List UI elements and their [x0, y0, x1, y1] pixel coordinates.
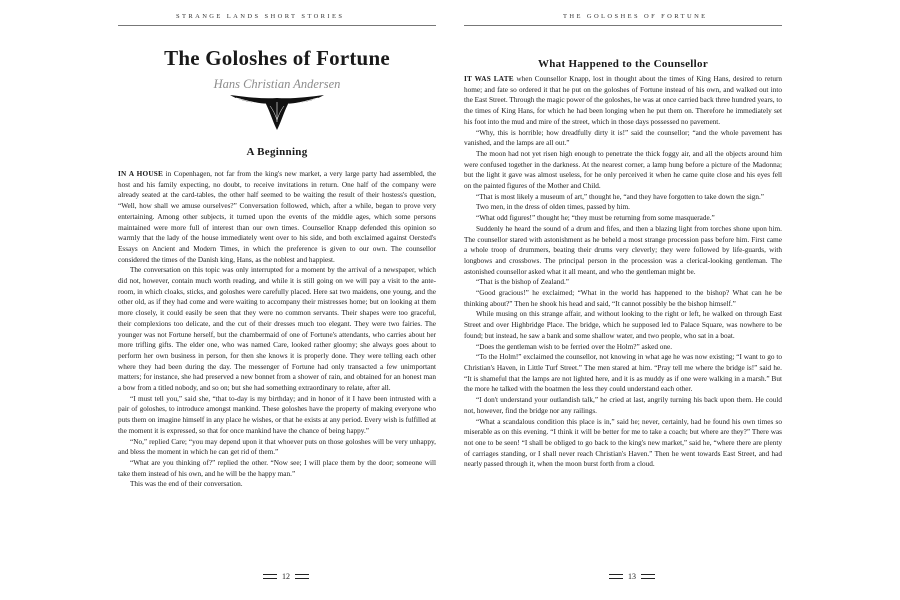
paragraph: “I don't understand your outlandish talk,” he cried at last, angrily turning his back upon them. He could not, however, find the bridge nor any railings.	[464, 396, 782, 415]
paragraph-text: when Counsellor Knapp, lost in thought about the times of King Hans, desired to return home; and fate so ordered it that he put on the goloshes of Fortune instead of his own, and walked out into the East Street. Through the magic power of the goloshes, he was at once carried back three hundred years, to the times of King Hans, for which he had been longing when he put them on. Therefore he immediately set his foot into the mud and mire of the street, which in those days possessed no pavement.	[464, 75, 783, 126]
author-name: Hans Christian Andersen	[213, 77, 341, 91]
lead-in: IN A HOUSE	[118, 170, 164, 178]
paragraph: Two men, in the dress of olden times, passed by him.	[476, 203, 630, 212]
paragraph	[464, 74, 782, 128]
paragraph: “Does the gentleman wish to be ferried over the Holm?” asked one.	[476, 342, 673, 351]
paragraph: “Good gracious!” he exclaimed; “What in the world has happened to the bishop? What can he be thinking about?” Then he shook his head and said, “It cannot possibly be the bishop himself.”	[464, 289, 782, 308]
paragraph: The moon had not yet risen high enough to penetrate the thick foggy air, and all the objects around him were confused together in the darkness. At the nearest corner, a lamp hung before a picture of the Madonna; but the light it gave was almost useless, for he only perceived it when he came quite close and his eyes fell on the painted figures of the Mother and Child.	[464, 149, 782, 191]
ornament-flourish-icon	[226, 92, 328, 132]
paragraph: “That is most likely a museum of art,” thought he, “and they have forgotten to take down the sign.”	[476, 192, 764, 201]
header-rule-right	[464, 25, 782, 26]
running-head-left: STRANGE LANDS SHORT STORIES	[176, 13, 345, 20]
right-body-text	[464, 74, 782, 470]
running-head-right: THE GOLOSHES OF FORTUNE	[563, 13, 708, 20]
section-heading-counsellor: What Happened to the Counsellor	[537, 58, 709, 70]
folio-ornament-icon	[609, 574, 623, 579]
paragraph	[118, 169, 436, 265]
paragraph: This was the end of their conversation.	[130, 480, 243, 489]
paragraph: “That is the bishop of Zealand.”	[476, 278, 570, 287]
paragraph: “What a scandalous condition this place is in,” said he; never, certainly, had he found his own times so miserable as on this evening. “I think it will be better for me to take a coach; but where are they?” There was not one to be seen! “I shall be obliged to go back to the king's new market,” said he, “where there are plenty of carriages standing, or I shall never reach Christian's Haven.” Then he went towards East Street, and had nearly passed through it, when the moon burst forth from a cloud.	[464, 417, 782, 469]
page-number: 13	[628, 572, 636, 581]
section-heading-beginning: A Beginning	[246, 146, 308, 158]
paragraph: “To the Holm!” exclaimed the counsellor, not knowing in what age he was now existing; “I want to go to Christian's Haven, in Little Turf Street.” The men stared at him. “Pray tell me where the bridge is!” said he. “It is shameful that the lamps are not lighted here, and it is as muddy as if one were walking in a marsh.” But the more he talked with the boatmen the less they could understand each other.	[464, 353, 782, 394]
page-number-right	[609, 572, 655, 581]
lead-in: IT WAS LATE	[464, 75, 514, 83]
paragraph: Suddenly he heard the sound of a drum and fifes, and then a blazing light from torches shone upon him. The counsellor stared with astonishment as he beheld a most strange procession pass before him. First came a whole troop of drummers, beating their drums very cleverly; they were followed by life-guards, with longbows and crossbows. The principal person in the procession was a clerical-looking gentleman. The astonished counsellor asked what it all meant, and who the gentleman might be.	[464, 224, 782, 276]
paragraph-text: in Copenhagen, not far from the king's new market, a very large party had assembled, the host and his family expecting, no doubt, to receive invitations in return. One half of the company were already seated at the card-tables, the other half seemed to be waiting the result of their hostess's question, “Well, how shall we amuse ourselves?” Conversation followed, which, after a while, began to prove very entertaining. Among other subjects, it turned upon the events of the middle ages, which some persons maintained were more full of interest than our own times. Counsellor Knapp defended this opinion so warmly that the lady of the house immediately went over to his side, and both exclaimed against Oersted's Essays on Ancient and Modern Times, in which the preference is given to our own. The counsellor considered the times of the Danish king, Hans, as the noblest and happiest.	[118, 170, 437, 264]
story-title: The Goloshes of Fortune	[164, 46, 390, 70]
page-number: 12	[282, 572, 290, 581]
paragraph: “What odd figures!” thought he; “they must be returning from some masquerade.”	[476, 214, 715, 223]
page-number-left	[263, 572, 309, 581]
paragraph: “I must tell you,” said she, “that to-day is my birthday; and in honor of it I have been intrusted with a pair of goloshes, to introduce amongst mankind. These goloshes have the property of making everyone who puts them on imagine himself in any place he wishes, or that he exists at any period. Every wish is fulfilled at the moment it is expressed, so that for once mankind have the chance of being happy.”	[118, 394, 436, 435]
folio-ornament-icon	[641, 574, 655, 579]
paragraph: The conversation on this topic was only interrupted for a moment by the arrival of a newspaper, which did not, however, contain much worth reading, and while it is still going on we will pay a visit to the ante-room, in which cloaks, sticks, and goloshes were carefully placed. Here sat two maidens, one young, and the other old, as if they had come and were waiting to accompany their mistresses home; but on looking at them more closely, it could easily be seen that they were no common servants. Their shapes were too graceful, their complexions too delicate, and the cut of their dresses much too elegant. They were two fairies. The younger was not Fortune herself, but the chambermaid of one of Fortune's attendants, who carries about her more trifling gifts. The elder one, who was named Care, looked rather gloomy; she always goes about to perform her own business in person, for then she knows it is properly done. They were telling each other where they had been during the day. The messenger of Fortune had only transacted a few unimportant matters; for instance, she had preserved a new bonnet from a shower of rain, and obtained for an honest man a bow from a titled nobody, and so on; but she had something extraordinary to relate, after all.	[118, 266, 436, 393]
paragraph: “What are you thinking of?” replied the other. “Now see; I will place them by the door; someone will take them instead of his own, and he will be the happy man.”	[118, 458, 436, 478]
folio-ornament-icon	[295, 574, 309, 579]
paragraph: While musing on this strange affair, and without looking to the right or left, he walked on through East Street and over Highbridge Place. The bridge, which he supposed led to Palace Square, was nowhere to be found; but instead, he saw a bank and some shallow water, and two people, who sat in a boat.	[464, 310, 782, 340]
right-page	[450, 0, 900, 600]
header-rule-left	[118, 25, 436, 26]
left-body-text	[118, 169, 436, 490]
paragraph: “No,” replied Care; “you may depend upon it that whoever puts on those goloshes will be very unhappy, and bless the moment in which he can get rid of them.”	[118, 437, 436, 457]
paragraph: “Why, this is horrible; how dreadfully dirty it is!” said the counsellor; “and the whole pavement has vanished, and the lamps are all out.”	[464, 128, 782, 148]
folio-ornament-icon	[263, 574, 277, 579]
